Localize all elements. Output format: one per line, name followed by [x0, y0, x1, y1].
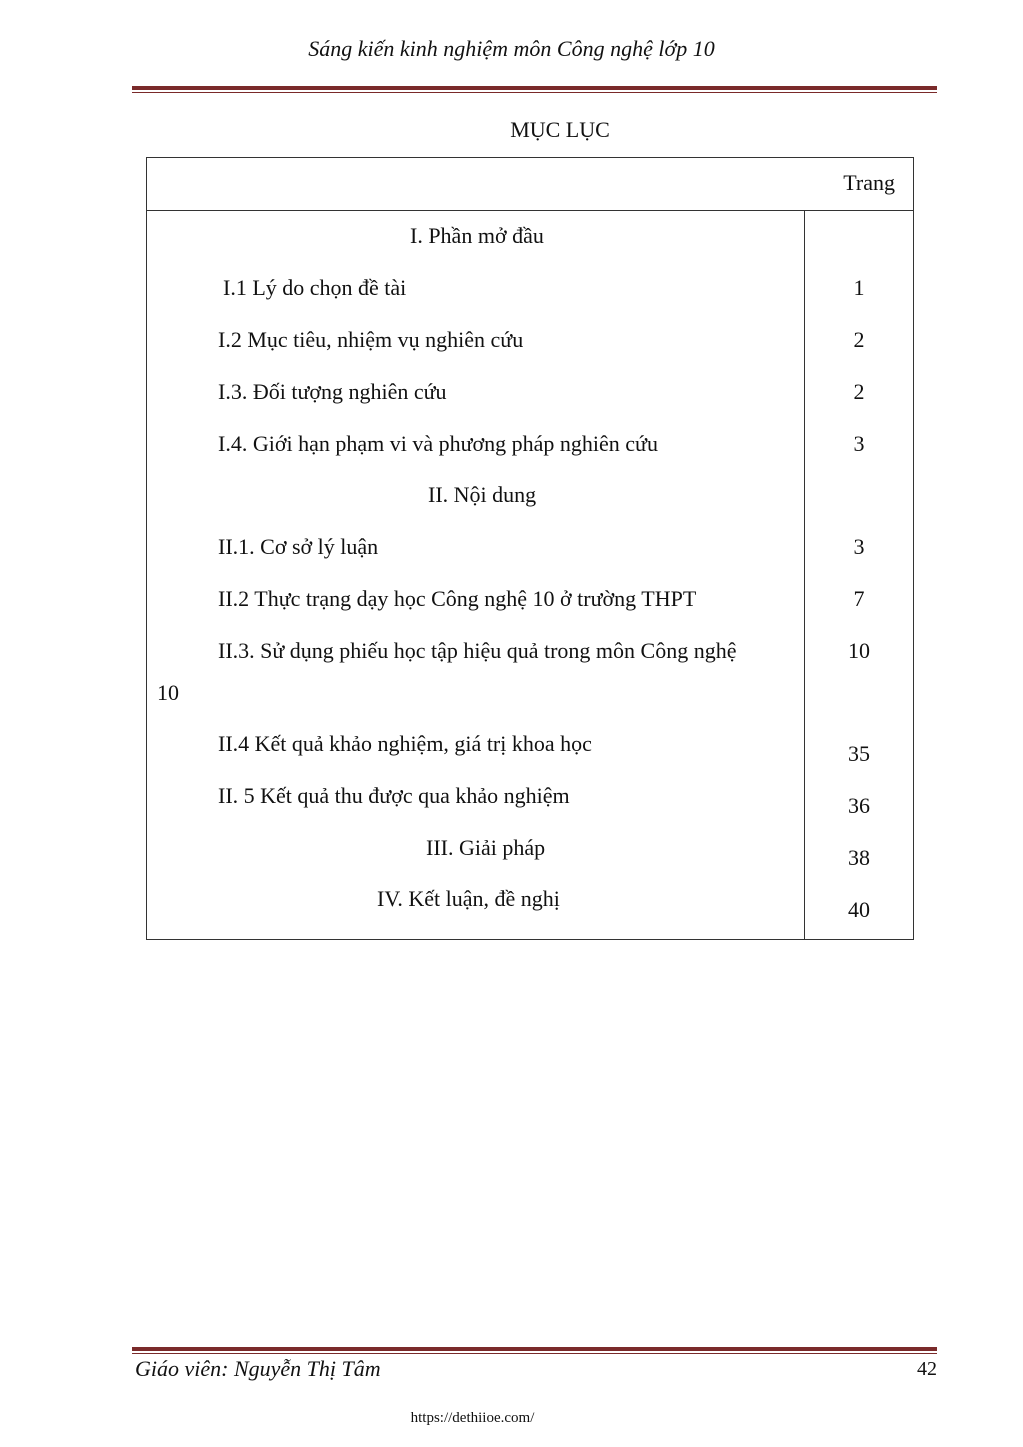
toc-entry-page: 40	[848, 897, 870, 922]
footer-url: https://dethiioe.com/	[410, 1410, 535, 1426]
toc-entry-page: 36	[848, 793, 870, 818]
toc-table	[146, 157, 914, 940]
document-header-title: Sáng kiến kinh nghiệm môn Công nghệ lớp 10	[308, 36, 715, 61]
toc-entry-text: II.3. Sử dụng phiếu học tập hiệu quả trong môn Công nghệ	[218, 638, 737, 663]
footer-rule-thin	[132, 1353, 937, 1354]
header-rule-thin	[132, 92, 937, 93]
toc-entry-page: 3	[853, 431, 865, 456]
toc-column-divider	[804, 210, 805, 939]
footer-rule	[132, 1347, 937, 1351]
toc-entry-text: II. Nội dung	[428, 482, 537, 507]
toc-entry-text: I.4. Giới hạn phạm vi và phương pháp nghiên cứu	[218, 431, 658, 456]
footer-page-number: 42	[917, 1358, 937, 1380]
toc-entry-page: 2	[853, 327, 865, 352]
header-rule	[132, 86, 937, 90]
toc-entry-text: I.2 Mục tiêu, nhiệm vụ nghiên cứu	[218, 327, 524, 352]
toc-entry-page: 35	[848, 741, 870, 766]
toc-entry-text: II.2 Thực trạng dạy học Công nghệ 10 ở trường THPT	[218, 586, 697, 611]
toc-entry-text: I. Phần mở đầu	[410, 223, 544, 248]
toc-header-divider	[147, 210, 913, 211]
toc-entry-page: 3	[853, 534, 865, 559]
toc-entry-text: I.1 Lý do chọn đề tài	[223, 275, 407, 300]
toc-entry-page: 2	[853, 379, 865, 404]
toc-entry-page: 1	[853, 275, 865, 300]
toc-entry-text: IV. Kết luận, đề nghị	[377, 886, 560, 911]
toc-heading: MỤC LỤC	[510, 117, 610, 142]
toc-entry-text: I.3. Đối tượng nghiên cứu	[218, 379, 447, 404]
toc-entry-text: II.4 Kết quả khảo nghiệm, giá trị khoa học	[218, 731, 592, 756]
toc-entry-text: II. 5 Kết quả thu được qua khảo nghiệm	[218, 783, 570, 808]
toc-entry-text: III. Giải pháp	[426, 835, 546, 860]
toc-entry-text: II.1. Cơ sở lý luận	[218, 534, 379, 559]
toc-entry-page: 10	[848, 638, 870, 663]
toc-entry-text-continued: 10	[157, 680, 179, 705]
footer-teacher-name: Giáo viên: Nguyễn Thị Tâm	[135, 1356, 381, 1381]
toc-entry-page: 38	[848, 845, 870, 870]
toc-page-column-label: Trang	[843, 170, 895, 195]
toc-entry-page: 7	[853, 586, 865, 611]
